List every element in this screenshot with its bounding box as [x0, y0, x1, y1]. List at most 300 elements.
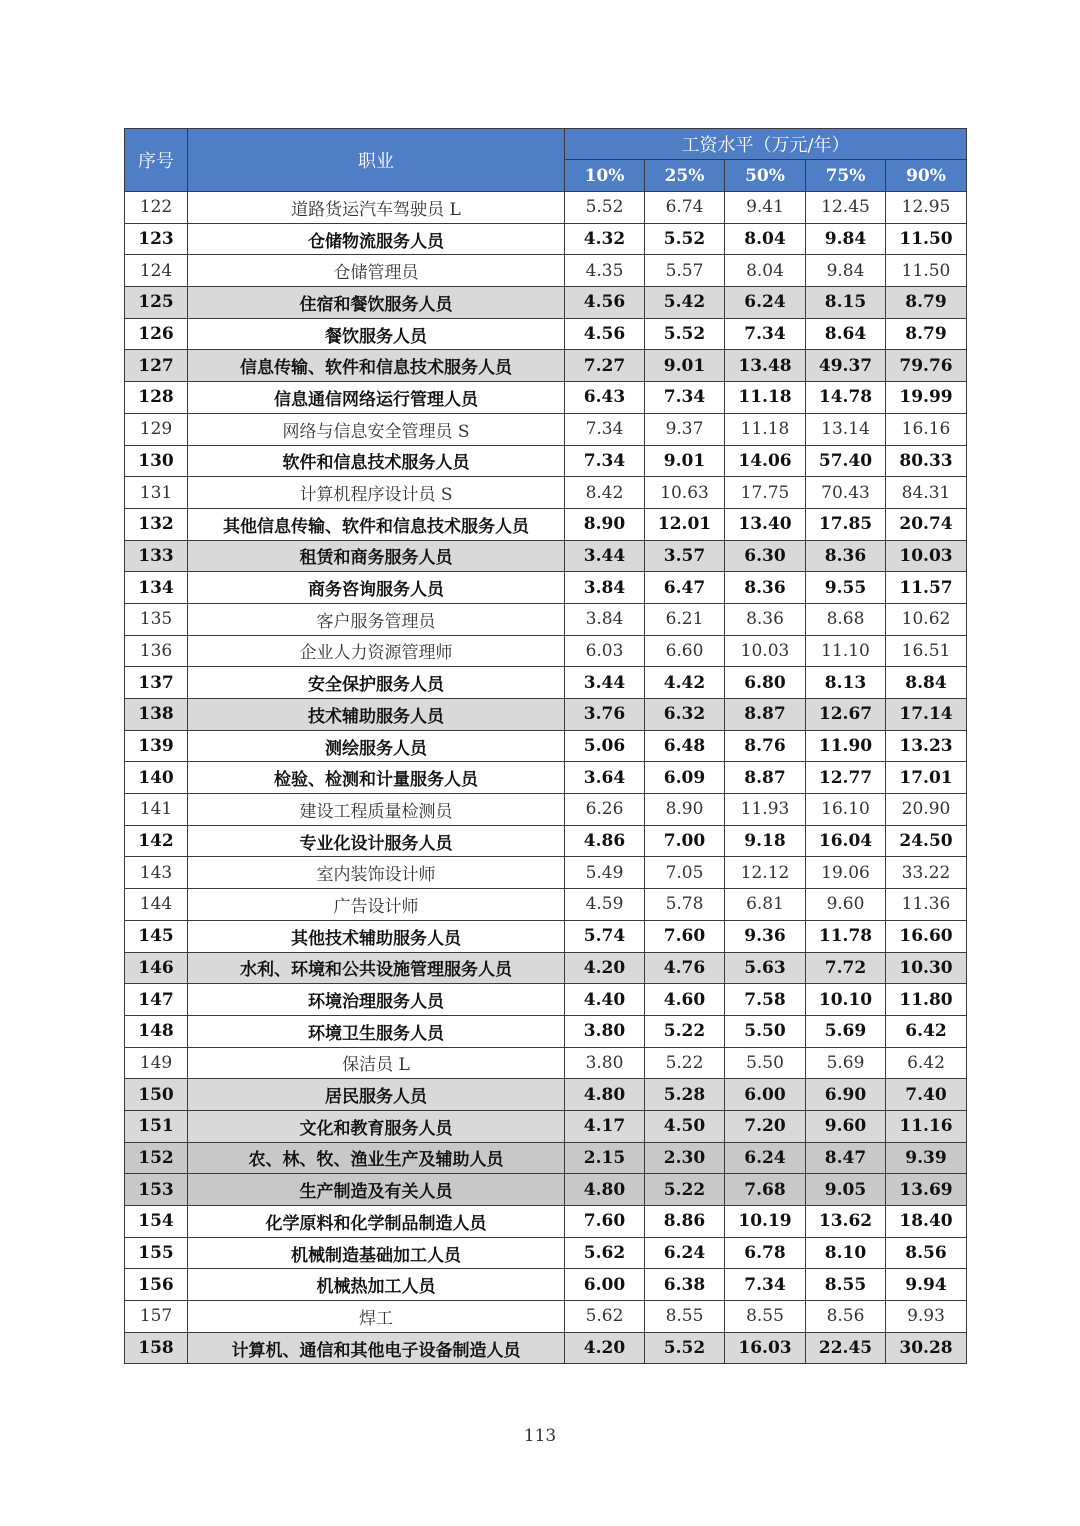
cell-wage-p25: 6.38	[645, 1269, 725, 1301]
cell-wage-p10: 7.34	[565, 445, 645, 477]
cell-wage-p10: 4.59	[565, 889, 645, 921]
table-row	[125, 1206, 967, 1238]
cell-occupation: 建设工程质量检测员	[188, 794, 565, 826]
cell-wage-p90: 10.03	[886, 540, 967, 572]
cell-seq: 157	[125, 1301, 188, 1333]
cell-wage-p25: 5.52	[645, 318, 725, 350]
table-row	[125, 192, 967, 224]
table-row	[125, 920, 967, 952]
cell-wage-p25: 7.34	[645, 382, 725, 414]
cell-occupation: 环境治理服务人员	[188, 984, 565, 1016]
cell-wage-p50: 7.20	[725, 1110, 806, 1142]
cell-seq: 126	[125, 318, 188, 350]
cell-occupation: 信息通信网络运行管理人员	[188, 382, 565, 414]
table-row	[125, 382, 967, 414]
cell-seq: 140	[125, 762, 188, 794]
cell-wage-p50: 6.30	[725, 540, 806, 572]
cell-wage-p75: 9.60	[806, 1110, 886, 1142]
cell-wage-p75: 8.10	[806, 1237, 886, 1269]
cell-wage-p50: 16.03	[725, 1332, 806, 1364]
cell-wage-p75: 14.78	[806, 382, 886, 414]
cell-wage-p90: 11.50	[886, 255, 967, 287]
cell-occupation: 仓储管理员	[188, 255, 565, 287]
cell-wage-p90: 20.90	[886, 794, 967, 826]
cell-wage-p75: 13.14	[806, 413, 886, 445]
cell-seq: 147	[125, 984, 188, 1016]
cell-wage-p10: 3.64	[565, 762, 645, 794]
cell-wage-p90: 16.60	[886, 920, 967, 952]
cell-wage-p90: 18.40	[886, 1206, 967, 1238]
cell-wage-p75: 13.62	[806, 1206, 886, 1238]
cell-seq: 133	[125, 540, 188, 572]
cell-wage-p25: 6.09	[645, 762, 725, 794]
cell-seq: 142	[125, 825, 188, 857]
cell-occupation: 环境卫生服务人员	[188, 1015, 565, 1047]
table-row	[125, 1079, 967, 1111]
cell-wage-p50: 9.36	[725, 920, 806, 952]
cell-wage-p10: 4.32	[565, 223, 645, 255]
cell-wage-p75: 16.04	[806, 825, 886, 857]
cell-wage-p25: 5.22	[645, 1015, 725, 1047]
cell-wage-p25: 6.74	[645, 192, 725, 224]
cell-wage-p10: 3.76	[565, 699, 645, 731]
table-row	[125, 1142, 967, 1174]
table-row	[125, 413, 967, 445]
wage-table	[124, 128, 967, 1364]
cell-wage-p75: 6.90	[806, 1079, 886, 1111]
cell-seq: 145	[125, 920, 188, 952]
cell-wage-p90: 9.39	[886, 1142, 967, 1174]
cell-wage-p50: 7.34	[725, 1269, 806, 1301]
table-header	[125, 129, 967, 192]
table-body	[125, 192, 967, 1364]
cell-wage-p75: 70.43	[806, 477, 886, 509]
cell-seq: 146	[125, 952, 188, 984]
cell-seq: 138	[125, 699, 188, 731]
cell-wage-p25: 9.01	[645, 445, 725, 477]
cell-wage-p50: 6.80	[725, 667, 806, 699]
cell-wage-p10: 5.49	[565, 857, 645, 889]
cell-wage-p50: 10.19	[725, 1206, 806, 1238]
cell-wage-p10: 5.52	[565, 192, 645, 224]
cell-occupation: 住宿和餐饮服务人员	[188, 287, 565, 319]
cell-wage-p25: 6.32	[645, 699, 725, 731]
cell-wage-p75: 17.85	[806, 508, 886, 540]
cell-wage-p25: 6.24	[645, 1237, 725, 1269]
cell-wage-p50: 5.50	[725, 1047, 806, 1079]
table-row	[125, 477, 967, 509]
cell-wage-p90: 24.50	[886, 825, 967, 857]
cell-wage-p90: 84.31	[886, 477, 967, 509]
cell-wage-p75: 12.67	[806, 699, 886, 731]
cell-wage-p75: 11.10	[806, 635, 886, 667]
cell-wage-p25: 7.05	[645, 857, 725, 889]
cell-wage-p50: 7.68	[725, 1174, 806, 1206]
cell-wage-p75: 57.40	[806, 445, 886, 477]
cell-wage-p10: 4.56	[565, 287, 645, 319]
cell-wage-p90: 10.30	[886, 952, 967, 984]
cell-wage-p25: 5.57	[645, 255, 725, 287]
cell-occupation: 道路货运汽车驾驶员 L	[188, 192, 565, 224]
cell-occupation: 其他技术辅助服务人员	[188, 920, 565, 952]
cell-wage-p90: 33.22	[886, 857, 967, 889]
table-row	[125, 318, 967, 350]
table-row	[125, 952, 967, 984]
cell-occupation: 餐饮服务人员	[188, 318, 565, 350]
cell-wage-p25: 8.55	[645, 1301, 725, 1333]
cell-wage-p25: 6.48	[645, 730, 725, 762]
cell-wage-p25: 4.76	[645, 952, 725, 984]
cell-wage-p25: 7.60	[645, 920, 725, 952]
cell-wage-p10: 3.80	[565, 1015, 645, 1047]
header-p90: 90%	[886, 160, 967, 192]
cell-wage-p90: 11.80	[886, 984, 967, 1016]
cell-wage-p90: 20.74	[886, 508, 967, 540]
cell-occupation: 化学原料和化学制品制造人员	[188, 1206, 565, 1238]
cell-occupation: 保洁员 L	[188, 1047, 565, 1079]
cell-wage-p50: 6.00	[725, 1079, 806, 1111]
cell-occupation: 网络与信息安全管理员 S	[188, 413, 565, 445]
cell-wage-p75: 49.37	[806, 350, 886, 382]
cell-wage-p10: 4.35	[565, 255, 645, 287]
cell-wage-p25: 8.86	[645, 1206, 725, 1238]
cell-seq: 123	[125, 223, 188, 255]
table-row	[125, 762, 967, 794]
table-row	[125, 1047, 967, 1079]
cell-wage-p75: 9.84	[806, 223, 886, 255]
cell-wage-p25: 5.22	[645, 1047, 725, 1079]
cell-wage-p10: 5.62	[565, 1301, 645, 1333]
table-row	[125, 445, 967, 477]
cell-wage-p10: 3.44	[565, 540, 645, 572]
cell-wage-p50: 8.36	[725, 572, 806, 604]
cell-wage-p90: 19.99	[886, 382, 967, 414]
table-row	[125, 889, 967, 921]
cell-wage-p90: 7.40	[886, 1079, 967, 1111]
cell-wage-p10: 4.17	[565, 1110, 645, 1142]
cell-wage-p50: 6.24	[725, 287, 806, 319]
cell-occupation: 安全保护服务人员	[188, 667, 565, 699]
cell-wage-p10: 8.42	[565, 477, 645, 509]
cell-occupation: 计算机、通信和其他电子设备制造人员	[188, 1332, 565, 1364]
cell-wage-p90: 11.16	[886, 1110, 967, 1142]
cell-wage-p75: 8.56	[806, 1301, 886, 1333]
cell-occupation: 信息传输、软件和信息技术服务人员	[188, 350, 565, 382]
cell-seq: 144	[125, 889, 188, 921]
cell-wage-p10: 5.74	[565, 920, 645, 952]
cell-wage-p10: 4.20	[565, 952, 645, 984]
cell-wage-p50: 8.76	[725, 730, 806, 762]
cell-wage-p75: 22.45	[806, 1332, 886, 1364]
cell-wage-p25: 5.42	[645, 287, 725, 319]
cell-wage-p25: 5.78	[645, 889, 725, 921]
cell-seq: 141	[125, 794, 188, 826]
cell-wage-p90: 13.23	[886, 730, 967, 762]
cell-seq: 148	[125, 1015, 188, 1047]
cell-occupation: 客户服务管理员	[188, 603, 565, 635]
table-row	[125, 635, 967, 667]
cell-seq: 155	[125, 1237, 188, 1269]
header-p75: 75%	[806, 160, 886, 192]
cell-wage-p10: 4.20	[565, 1332, 645, 1364]
cell-wage-p90: 17.01	[886, 762, 967, 794]
table-row	[125, 794, 967, 826]
cell-occupation: 计算机程序设计员 S	[188, 477, 565, 509]
table-row	[125, 825, 967, 857]
cell-occupation: 仓储物流服务人员	[188, 223, 565, 255]
cell-wage-p75: 11.90	[806, 730, 886, 762]
cell-wage-p75: 9.84	[806, 255, 886, 287]
cell-wage-p50: 8.04	[725, 255, 806, 287]
table-row	[125, 730, 967, 762]
cell-seq: 135	[125, 603, 188, 635]
table-row	[125, 1269, 967, 1301]
cell-wage-p25: 2.30	[645, 1142, 725, 1174]
cell-occupation: 软件和信息技术服务人员	[188, 445, 565, 477]
cell-occupation: 企业人力资源管理师	[188, 635, 565, 667]
cell-seq: 130	[125, 445, 188, 477]
cell-wage-p50: 13.48	[725, 350, 806, 382]
cell-seq: 128	[125, 382, 188, 414]
cell-wage-p90: 12.95	[886, 192, 967, 224]
cell-wage-p50: 8.04	[725, 223, 806, 255]
cell-wage-p10: 3.44	[565, 667, 645, 699]
cell-wage-p50: 6.81	[725, 889, 806, 921]
cell-occupation: 测绘服务人员	[188, 730, 565, 762]
cell-wage-p10: 3.80	[565, 1047, 645, 1079]
table-row	[125, 857, 967, 889]
cell-wage-p90: 16.51	[886, 635, 967, 667]
cell-wage-p50: 5.63	[725, 952, 806, 984]
cell-seq: 149	[125, 1047, 188, 1079]
table-row	[125, 1015, 967, 1047]
cell-wage-p25: 12.01	[645, 508, 725, 540]
cell-wage-p75: 11.78	[806, 920, 886, 952]
cell-wage-p10: 5.62	[565, 1237, 645, 1269]
cell-occupation: 商务咨询服务人员	[188, 572, 565, 604]
cell-wage-p90: 6.42	[886, 1047, 967, 1079]
cell-wage-p75: 8.15	[806, 287, 886, 319]
cell-occupation: 专业化设计服务人员	[188, 825, 565, 857]
table-row	[125, 350, 967, 382]
cell-wage-p90: 9.93	[886, 1301, 967, 1333]
cell-wage-p50: 5.50	[725, 1015, 806, 1047]
cell-wage-p90: 17.14	[886, 699, 967, 731]
cell-wage-p90: 10.62	[886, 603, 967, 635]
cell-wage-p10: 2.15	[565, 1142, 645, 1174]
cell-occupation: 广告设计师	[188, 889, 565, 921]
cell-seq: 137	[125, 667, 188, 699]
cell-wage-p50: 14.06	[725, 445, 806, 477]
cell-seq: 132	[125, 508, 188, 540]
cell-wage-p50: 9.18	[725, 825, 806, 857]
table-row	[125, 508, 967, 540]
cell-wage-p75: 16.10	[806, 794, 886, 826]
table-row	[125, 1174, 967, 1206]
cell-wage-p50: 6.24	[725, 1142, 806, 1174]
header-p50: 50%	[725, 160, 806, 192]
cell-wage-p90: 79.76	[886, 350, 967, 382]
cell-wage-p25: 4.50	[645, 1110, 725, 1142]
cell-wage-p90: 11.36	[886, 889, 967, 921]
cell-wage-p10: 7.34	[565, 413, 645, 445]
cell-wage-p75: 5.69	[806, 1047, 886, 1079]
cell-occupation: 室内装饰设计师	[188, 857, 565, 889]
header-wage-title: 工资水平（万元/年）	[565, 129, 967, 160]
cell-wage-p50: 8.87	[725, 699, 806, 731]
cell-wage-p90: 11.57	[886, 572, 967, 604]
cell-wage-p75: 12.45	[806, 192, 886, 224]
header-p25: 25%	[645, 160, 725, 192]
cell-seq: 127	[125, 350, 188, 382]
cell-seq: 154	[125, 1206, 188, 1238]
cell-wage-p10: 7.60	[565, 1206, 645, 1238]
cell-wage-p75: 8.68	[806, 603, 886, 635]
cell-wage-p25: 4.42	[645, 667, 725, 699]
cell-occupation: 租赁和商务服务人员	[188, 540, 565, 572]
cell-occupation: 居民服务人员	[188, 1079, 565, 1111]
cell-wage-p10: 6.00	[565, 1269, 645, 1301]
cell-wage-p90: 8.84	[886, 667, 967, 699]
cell-wage-p75: 8.36	[806, 540, 886, 572]
cell-occupation: 农、林、牧、渔业生产及辅助人员	[188, 1142, 565, 1174]
cell-seq: 134	[125, 572, 188, 604]
cell-wage-p10: 4.86	[565, 825, 645, 857]
cell-wage-p50: 8.55	[725, 1301, 806, 1333]
cell-seq: 150	[125, 1079, 188, 1111]
cell-wage-p75: 9.60	[806, 889, 886, 921]
cell-wage-p25: 8.90	[645, 794, 725, 826]
table-row	[125, 287, 967, 319]
cell-wage-p25: 9.01	[645, 350, 725, 382]
cell-wage-p50: 13.40	[725, 508, 806, 540]
cell-occupation: 生产制造及有关人员	[188, 1174, 565, 1206]
cell-occupation: 文化和教育服务人员	[188, 1110, 565, 1142]
page-number: 113	[523, 1426, 557, 1446]
cell-wage-p10: 7.27	[565, 350, 645, 382]
cell-seq: 136	[125, 635, 188, 667]
cell-wage-p50: 12.12	[725, 857, 806, 889]
cell-wage-p50: 7.58	[725, 984, 806, 1016]
cell-wage-p10: 4.56	[565, 318, 645, 350]
cell-seq: 151	[125, 1110, 188, 1142]
cell-wage-p50: 10.03	[725, 635, 806, 667]
cell-wage-p10: 6.26	[565, 794, 645, 826]
cell-wage-p75: 10.10	[806, 984, 886, 1016]
cell-wage-p90: 9.94	[886, 1269, 967, 1301]
header-seq: 序号	[125, 129, 188, 192]
cell-wage-p75: 12.77	[806, 762, 886, 794]
cell-wage-p50: 9.41	[725, 192, 806, 224]
table-row	[125, 603, 967, 635]
table-row	[125, 255, 967, 287]
table-row	[125, 1237, 967, 1269]
cell-seq: 152	[125, 1142, 188, 1174]
table-row	[125, 1332, 967, 1364]
cell-wage-p25: 5.28	[645, 1079, 725, 1111]
cell-wage-p75: 8.64	[806, 318, 886, 350]
cell-wage-p10: 4.80	[565, 1079, 645, 1111]
cell-wage-p75: 8.47	[806, 1142, 886, 1174]
cell-wage-p50: 11.18	[725, 413, 806, 445]
cell-seq: 125	[125, 287, 188, 319]
table-row	[125, 667, 967, 699]
cell-occupation: 机械热加工人员	[188, 1269, 565, 1301]
cell-occupation: 水利、环境和公共设施管理服务人员	[188, 952, 565, 984]
cell-wage-p90: 11.50	[886, 223, 967, 255]
cell-seq: 124	[125, 255, 188, 287]
cell-wage-p90: 80.33	[886, 445, 967, 477]
cell-wage-p25: 10.63	[645, 477, 725, 509]
table-row	[125, 1301, 967, 1333]
cell-wage-p10: 6.03	[565, 635, 645, 667]
cell-wage-p25: 6.47	[645, 572, 725, 604]
header-occupation: 职业	[188, 129, 565, 192]
cell-wage-p25: 3.57	[645, 540, 725, 572]
cell-wage-p75: 5.69	[806, 1015, 886, 1047]
cell-wage-p90: 6.42	[886, 1015, 967, 1047]
cell-seq: 153	[125, 1174, 188, 1206]
cell-wage-p90: 8.56	[886, 1237, 967, 1269]
cell-wage-p10: 6.43	[565, 382, 645, 414]
cell-wage-p25: 5.52	[645, 223, 725, 255]
cell-wage-p90: 13.69	[886, 1174, 967, 1206]
cell-wage-p90: 16.16	[886, 413, 967, 445]
cell-wage-p75: 7.72	[806, 952, 886, 984]
table-row	[125, 1110, 967, 1142]
cell-seq: 131	[125, 477, 188, 509]
table-row	[125, 984, 967, 1016]
cell-wage-p25: 5.52	[645, 1332, 725, 1364]
cell-wage-p50: 7.34	[725, 318, 806, 350]
header-p10: 10%	[565, 160, 645, 192]
cell-occupation: 技术辅助服务人员	[188, 699, 565, 731]
cell-wage-p50: 8.36	[725, 603, 806, 635]
cell-wage-p75: 8.55	[806, 1269, 886, 1301]
cell-wage-p25: 5.22	[645, 1174, 725, 1206]
cell-wage-p25: 4.60	[645, 984, 725, 1016]
cell-wage-p25: 7.00	[645, 825, 725, 857]
table-row	[125, 572, 967, 604]
cell-wage-p25: 9.37	[645, 413, 725, 445]
table-row	[125, 699, 967, 731]
cell-wage-p10: 8.90	[565, 508, 645, 540]
cell-wage-p50: 11.18	[725, 382, 806, 414]
cell-wage-p10: 5.06	[565, 730, 645, 762]
cell-wage-p90: 8.79	[886, 318, 967, 350]
table-row	[125, 540, 967, 572]
cell-occupation: 焊工	[188, 1301, 565, 1333]
cell-occupation: 其他信息传输、软件和信息技术服务人员	[188, 508, 565, 540]
cell-wage-p25: 6.60	[645, 635, 725, 667]
cell-wage-p50: 17.75	[725, 477, 806, 509]
cell-wage-p90: 30.28	[886, 1332, 967, 1364]
cell-wage-p10: 4.40	[565, 984, 645, 1016]
cell-wage-p50: 6.78	[725, 1237, 806, 1269]
cell-seq: 122	[125, 192, 188, 224]
cell-wage-p75: 9.05	[806, 1174, 886, 1206]
cell-occupation: 检验、检测和计量服务人员	[188, 762, 565, 794]
cell-seq: 158	[125, 1332, 188, 1364]
table-row	[125, 223, 967, 255]
cell-seq: 139	[125, 730, 188, 762]
cell-wage-p75: 19.06	[806, 857, 886, 889]
cell-seq: 143	[125, 857, 188, 889]
cell-wage-p50: 8.87	[725, 762, 806, 794]
cell-seq: 156	[125, 1269, 188, 1301]
cell-wage-p50: 11.93	[725, 794, 806, 826]
cell-wage-p75: 8.13	[806, 667, 886, 699]
